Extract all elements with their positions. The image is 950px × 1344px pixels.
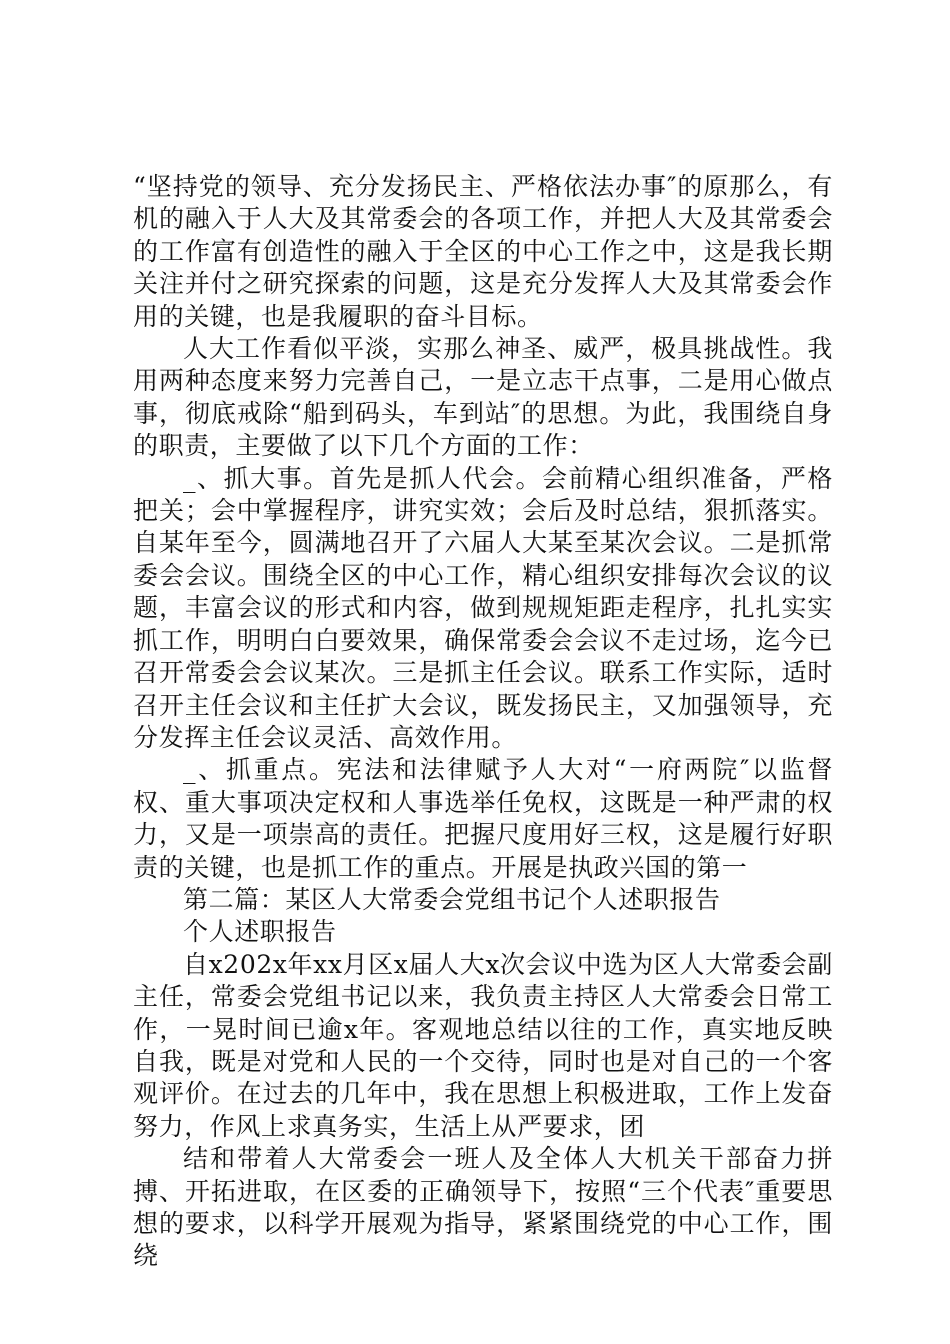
section-heading: 第二篇：某区人大常委会党组书记个人述职报告 — [183, 884, 721, 914]
paragraph-attitude: 人大工作看似平淡，实那么神圣、威严，极具挑战性。我用两种态度来努力完善自己，一是立志干点事，二是用心做点事，彻底戒除“船到码头，车到站″的思想。为此，我围绕自身的职责，主要做了以下几个方面的工作： — [133, 334, 833, 461]
paragraph-principle: “坚持党的领导、充分发扬民主、严格依法办事″的原那么，有机的融入于人大及其常委会的各项工作，并把人大及其常委会的工作富有创造性的融入于全区的中心工作之中，这是我长期关注并付之研究探索的问题，这是充分发挥人大及其常委会作用的关键，也是我履职的奋斗目标。 — [133, 172, 833, 331]
paragraph-introduction: 自x202x年xx月区x届人大x次会议中选为区人大常委会副主任，常委会党组书记以来，我负责主持区人大常委会日常工作，一晃时间已逾x年。客观地总结以往的工作，真实地反映自我，既是对党和人民的一个交待，同时也是对自己的一个客观评价。在过去的几年中，我在思想上积极进取，工作上发奋努力，作风上求真务实，生活上从严要求，团 — [133, 949, 833, 1141]
paragraph-key-points: _、抓重点。宪法和法律赋予人大对“一府两院″以监督权、重大事项决定权和人事选举任免权，这既是一种严肃的权力，又是一项崇高的责任。把握尺度用好三权，这是履行好职责的关键，也是抓工作的重点。开展是执政兴国的第一 — [133, 755, 833, 882]
report-title: 个人述职报告 — [183, 917, 337, 947]
paragraph-continuation: 结和带着人大常委会一班人及全体人大机关干部奋力拼搏、开拓进取，在区委的正确领导下，按照“三个代表″重要思想的要求，以科学开展观为指导，紧紧围绕党的中心工作，围绕 — [133, 1144, 833, 1271]
paragraph-major-events: _、抓大事。首先是抓人代会。会前精心组织准备，严格把关；会中掌握程序，讲究实效；会后及时总结，狠抓落实。自某年至今，圆满地召开了六届人大某至某次会议。二是抓常委会会议。围绕全区的中心工作，精心组织安排每次会议的议题，丰富会议的形式和内容，做到规规矩距走程序，扎扎实实抓工作，明明白白要效果，确保常委会会议不走过场，迄今已召开常委会会议某次。三是抓主任会议。联系工作实际，适时召开主任会议和主任扩大会议，既发扬民主，又加强领导，充分发挥主任会议灵活、高效作用。 — [133, 463, 833, 752]
document-body — [133, 171, 833, 1273]
